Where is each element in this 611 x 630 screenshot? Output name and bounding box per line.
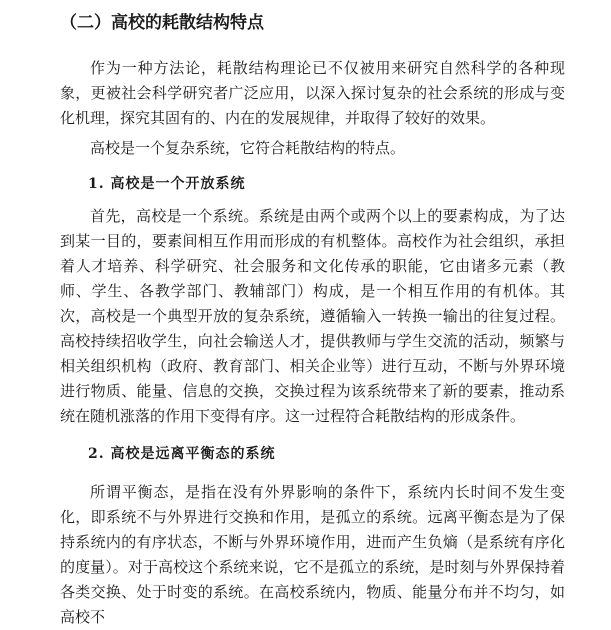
intro-paragraph: 作为一种方法论，耗散结构理论已不仅被用来研究自然科学的各种现象，更被社会科学研究者广泛应用，以深入探讨复杂的社会系统的形成与变化机理，探究其固有的、内在的发展规律，并取得了较好的效果。 xyxy=(60,59,565,127)
open-system-paragraph: 首先，高校是一个系统。系统是由两个或两个以上的要素构成，为了达到某一目的，要素间相互作用而形成的有机整体。高校作为社会组织，承担着人才培养、科学研究、社会服务和文化传承的职能，它由诸多元素（教师、学生、各教学部门、教辅部门）构成，是一个相互作用的有机体。其次，高校是一个典型开放的复杂系统，遵循输入一转换一输出的往复过程。高校持续招收学生，向社会输送人才，提供教师与学生交流的活动，频繁与相关组织机构（政府、教育部门、相关企业等）进行互动，不断与外界环境进行物质、能量、信息的交换，交换过程为该系统带来了新的要素，推动系统在随机涨落的作用下变得有序。这一过程符合耗散结构的形成条件。 xyxy=(60,207,565,425)
subheading-far-from-equilibrium: 2. 高校是远离平衡态的系统 xyxy=(88,446,276,462)
subheading-open-system: 1. 高校是一个开放系统 xyxy=(88,176,246,192)
far-from-equilibrium-paragraph: 所谓平衡态，是指在没有外界影响的条件下，系统内长时间不发生变化，即系统不与外界进行交换和作用，是孤立的系统。远离平衡态是为了保持系统内的有序状态，不断与外界环境作用，进而产生负熵（是系统有序化的度量）。对于高校这个系统来说，它不是孤立的系统，是时刻与外界保持着各类交换、处于时变的系统。在高校系统内，物质、能量分布并不均匀，如高校不 xyxy=(60,483,565,626)
complex-system-paragraph: 高校是一个复杂系统，它符合耗散结构的特点。 xyxy=(90,139,406,157)
section-heading: （二）高校的耗散结构特点 xyxy=(60,13,264,33)
